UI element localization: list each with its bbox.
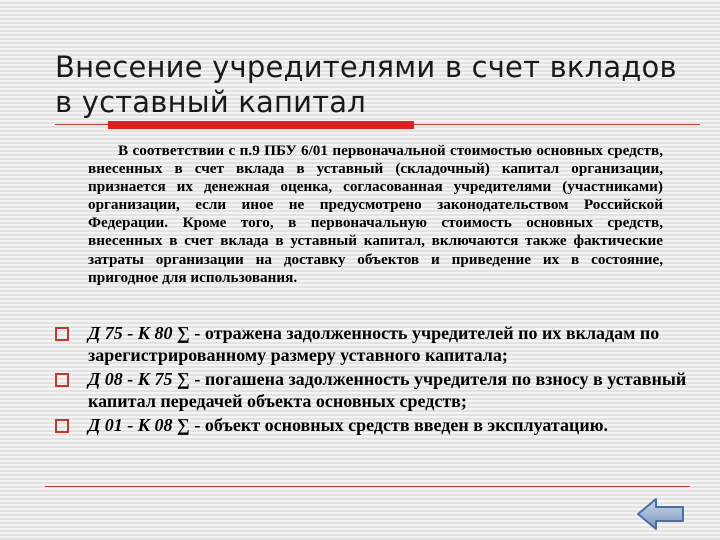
square-bullet-icon [55, 419, 69, 433]
entry-accounts: Д 01 - К 08 ∑ [88, 415, 190, 435]
square-bullet-icon [55, 373, 69, 387]
body-paragraph [88, 142, 663, 287]
title-accent-bar [108, 121, 414, 129]
entry-description: - погашена задолженность учредителя по взносу в уставный капитал передачей объекта основных средств; [88, 369, 687, 411]
slide-title: Внесение учредителями в счет вкладов в уставный капитал [55, 50, 677, 119]
entry-accounts: Д 75 - К 80 ∑ [88, 323, 190, 343]
left-arrow-icon [636, 497, 686, 531]
paragraph-text: В соответствии с п.9 ПБУ 6/01 первоначальной стоимостью основных средств, внесенных в счет вклада в уставный (складочный) капитал организации, признается их денежная оценка, согласованная учредителями (участниками) организации, если иное не предусмотрено законодательством Российской Федерации. Кроме того, в первоначальную стоимость основных средств, внесенных в счет вклада в уставный капитал, включаются также фактические затраты организации на доставку объектов и приведение их в состояние, пригодное для использования. [88, 142, 663, 286]
list-item [52, 322, 692, 366]
list-item [52, 368, 692, 412]
bullet-list [52, 322, 692, 438]
entry-accounts: Д 08 - К 75 ∑ [88, 369, 190, 389]
entry-description: - объект основных средств введен в эксплуатацию. [189, 415, 608, 435]
list-item [52, 414, 692, 436]
entry-description: - отражена задолженность учредителей по их вкладам по зарегистрированному размеру уставного капитала; [88, 323, 660, 365]
back-navigation-button[interactable] [636, 497, 686, 531]
footer-divider [45, 486, 690, 487]
square-bullet-icon [55, 327, 69, 341]
